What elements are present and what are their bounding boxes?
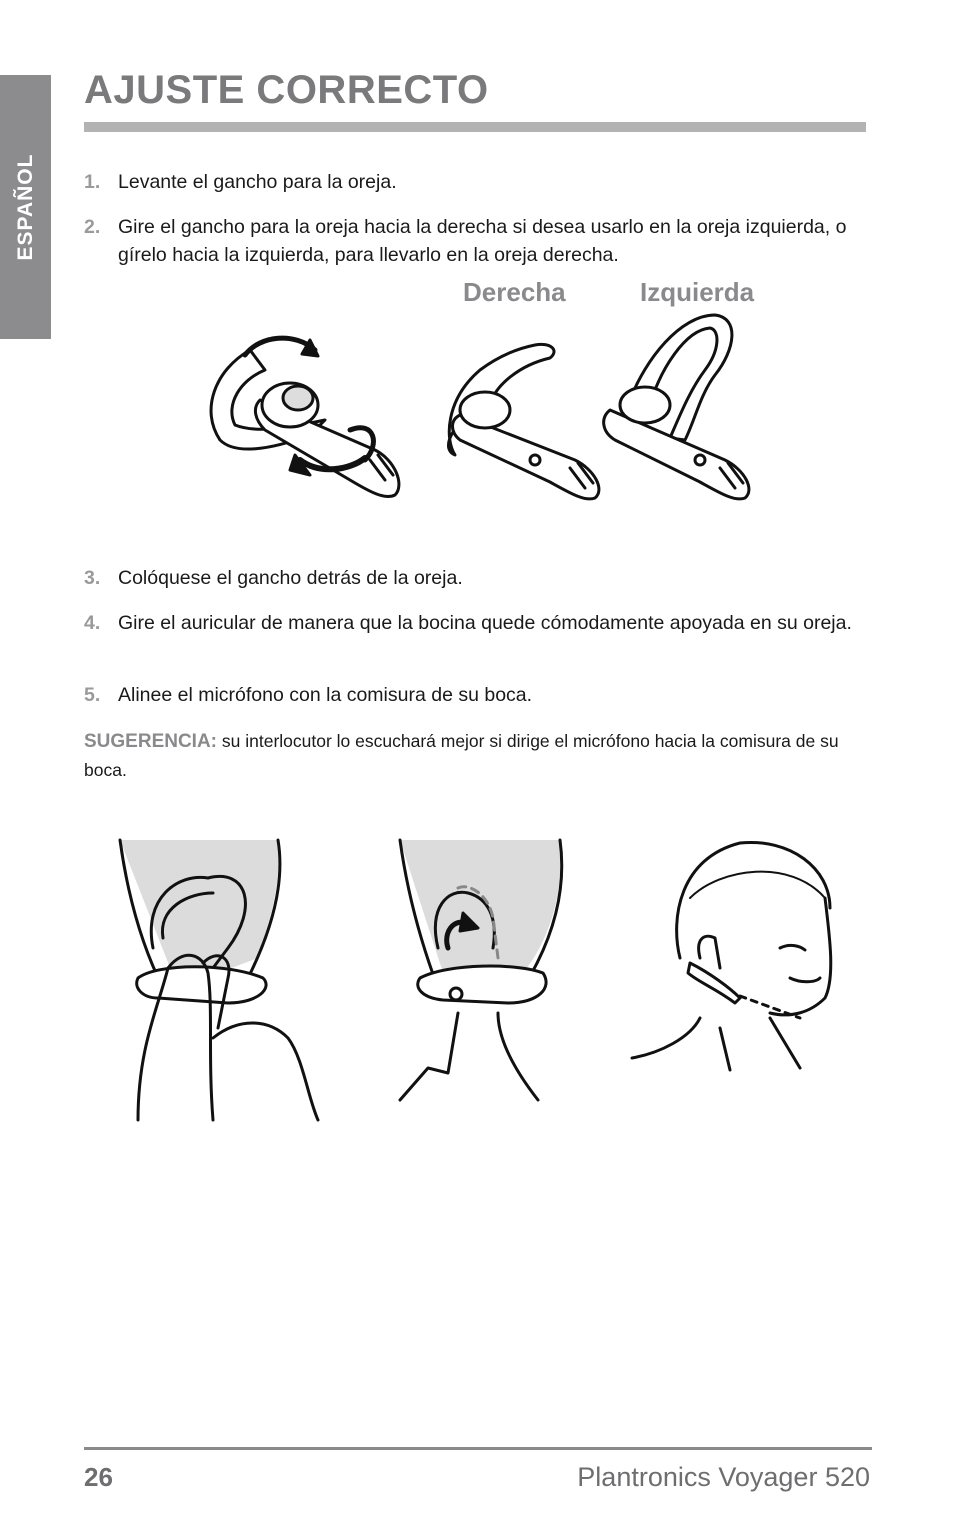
page-number: 26 xyxy=(84,1462,113,1492)
step-text: Gire el gancho para la oreja hacia la derecha si desea usarlo en la oreja izquierda, o gírelo hacia la izquierda, para llevarlo en la oreja derecha. xyxy=(118,216,847,266)
headset-right-icon xyxy=(448,344,598,499)
label-left: Izquierda xyxy=(640,277,755,307)
step-text: Alinee el micrófono con la comisura de su boca. xyxy=(118,684,533,706)
step-4 xyxy=(84,609,864,637)
language-tab xyxy=(0,75,51,339)
step-3 xyxy=(84,564,864,592)
step-1 xyxy=(84,168,864,196)
tip-text: su interlocutor lo escuchará mejor si dirige el micrófono hacia la comisura de su boca. xyxy=(84,731,839,780)
footer-product-name: Plantronics Voyager 520 xyxy=(577,1462,870,1492)
headset-raised-icon xyxy=(211,338,399,496)
page-title: AJUSTE CORRECTO xyxy=(84,68,489,112)
title-divider xyxy=(84,122,866,132)
tip xyxy=(84,727,864,785)
footer-divider xyxy=(84,1447,872,1450)
step-number: 4. xyxy=(84,612,101,634)
mouth-alignment-illustration xyxy=(630,838,850,1070)
ear-rotate-illustration xyxy=(398,838,568,1102)
step-number: 1. xyxy=(84,171,101,193)
step-text: Levante el gancho para la oreja. xyxy=(118,171,397,193)
step-number: 5. xyxy=(84,684,101,706)
headset-left-icon xyxy=(604,315,749,499)
ear-placement-illustration xyxy=(118,838,328,1122)
step-number: 3. xyxy=(84,567,101,589)
headset-rotation-illustration xyxy=(200,310,760,510)
step-text: Colóquese el gancho detrás de la oreja. xyxy=(118,567,463,589)
step-number: 2. xyxy=(84,216,101,238)
step-5 xyxy=(84,681,864,709)
language-tab-label: ESPAÑOL xyxy=(13,153,37,261)
tip-label: SUGERENCIA: xyxy=(84,731,218,752)
label-right: Derecha xyxy=(463,277,566,307)
step-2 xyxy=(84,213,864,269)
step-text: Gire el auricular de manera que la bocina quede cómodamente apoyada en su oreja. xyxy=(118,612,852,634)
